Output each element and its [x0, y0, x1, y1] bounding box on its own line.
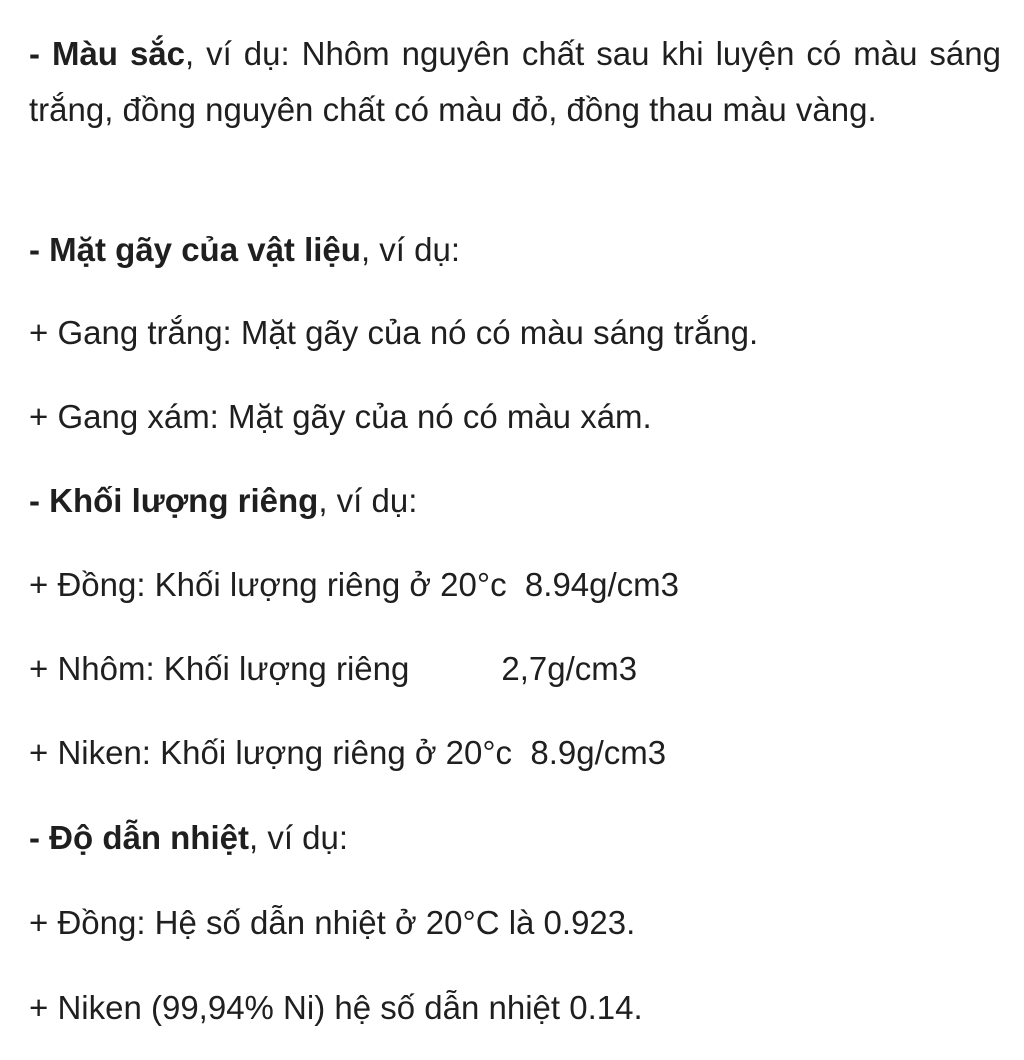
list-item-nickel-density — [29, 725, 666, 781]
paragraph-thermal-text: , ví dụ: — [248, 819, 349, 856]
list-item-text: + Đồng: Khối lượng riêng ở 20°c 8.94g/cm3 — [29, 566, 680, 603]
list-item-copper-conductivity — [29, 895, 635, 951]
density-value: 2,7g/cm3 — [501, 650, 638, 687]
paragraph-thermal-conductivity — [29, 810, 348, 866]
list-item-text: + Niken (99,94% Ni) hệ số dẫn nhiệt 0.14. — [29, 989, 643, 1026]
paragraph-color — [29, 26, 1001, 138]
list-item-text: + Đồng: Hệ số dẫn nhiệt ở 20°C là 0.923. — [29, 904, 636, 941]
paragraph-density-text: , ví dụ: — [318, 482, 418, 519]
list-item-copper-density — [29, 557, 679, 613]
heading-density: - Khối lượng riêng — [29, 482, 319, 519]
heading-color: - Màu sắc — [29, 35, 185, 72]
paragraph-color-text: , ví dụ: Nhôm nguyên chất sau khi luyện có màu sáng trắng, đồng nguyên chất có màu đỏ, đồng thau màu vàng. — [29, 35, 1001, 128]
list-item-aluminum-density — [29, 641, 637, 697]
heading-thermal-conductivity: - Độ dẫn nhiệt — [29, 819, 249, 856]
list-item-nickel-conductivity — [29, 980, 643, 1036]
list-item-gray-cast-iron — [29, 389, 652, 445]
paragraph-fracture-text: , ví dụ: — [360, 231, 460, 268]
list-item-text: + Gang trắng: Mặt gãy của nó có màu sáng trắng. — [29, 314, 759, 351]
list-item-text: + Gang xám: Mặt gãy của nó có màu xám. — [29, 398, 652, 435]
list-item-white-cast-iron — [29, 305, 758, 361]
heading-fracture: - Mặt gãy của vật liệu — [29, 231, 361, 268]
paragraph-fracture — [29, 222, 460, 278]
paragraph-density — [29, 473, 417, 529]
list-item-text: + Niken: Khối lượng riêng ở 20°c 8.9g/cm3 — [29, 734, 667, 771]
list-item-text: + Nhôm: Khối lượng riêng — [29, 650, 410, 687]
